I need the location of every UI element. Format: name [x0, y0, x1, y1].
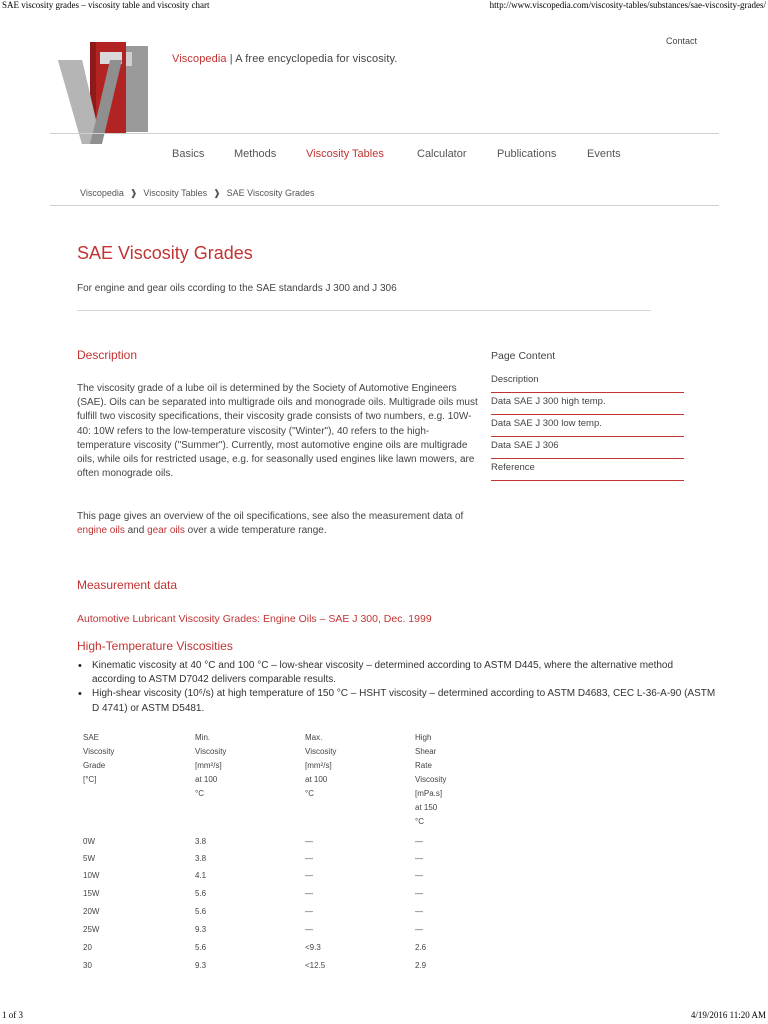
- header-line: Rate: [415, 761, 432, 770]
- nav-item-publications[interactable]: Publications: [497, 148, 557, 160]
- lead-divider: [77, 310, 651, 311]
- print-page-number: 1 of 3: [2, 1010, 23, 1020]
- gear-oils-link[interactable]: gear oils: [147, 525, 185, 537]
- cell-max: <12.5: [305, 961, 326, 970]
- print-header: [0, 0, 768, 14]
- table-row: [83, 871, 483, 883]
- viscopedia-logo-icon[interactable]: [56, 38, 164, 148]
- cell-max: —: [305, 837, 313, 846]
- nav-item-calculator[interactable]: Calculator: [417, 148, 467, 160]
- toc-item-sae-j300-low[interactable]: Data SAE J 300 low temp.: [491, 415, 684, 437]
- cell-max: —: [305, 889, 313, 898]
- cell-min: 5.6: [195, 943, 207, 952]
- table-row: [83, 943, 483, 955]
- page-content-toc: [491, 349, 684, 481]
- overview-text-mid: and: [124, 525, 148, 537]
- page-title: SAE Viscosity Grades: [77, 243, 253, 263]
- measurement-bullets: [78, 659, 718, 716]
- cell-grade: 10W: [83, 871, 100, 880]
- contact-link[interactable]: Contact: [666, 36, 698, 46]
- header-line: °C: [415, 817, 424, 826]
- main-nav: [0, 148, 768, 162]
- table-row: [83, 854, 483, 866]
- header-line: [mm²/s]: [195, 761, 222, 770]
- cell-grade: 20: [83, 943, 92, 952]
- cell-min: 5.6: [195, 889, 207, 898]
- site-tagline: [172, 53, 397, 65]
- high-temp-heading: High-Temperature Viscosities: [77, 639, 233, 653]
- cell-hths: —: [415, 925, 423, 934]
- print-header-url: http://www.viscopedia.com/viscosity-tables/substances/sae-viscosity-grades/: [489, 0, 766, 10]
- header-line: Grade [°C]: [83, 761, 106, 784]
- header-sae-grade: [83, 731, 114, 787]
- header-line: at 100 °C: [195, 775, 218, 798]
- table-row: [83, 907, 483, 919]
- table-row: [83, 925, 483, 937]
- print-header-title: SAE viscosity grades – viscosity table and viscosity chart: [2, 0, 210, 10]
- header-high-shear-viscosity: [415, 731, 446, 829]
- cell-hths: —: [415, 854, 423, 863]
- cell-min: 9.3: [195, 925, 207, 934]
- header-line: High: [415, 733, 432, 742]
- nav-item-basics[interactable]: Basics: [172, 148, 205, 160]
- bullet-kinematic-viscosity: • Kinematic viscosity at 40 °C and 100 °C – low-shear viscosity – determined according to ASTM D445, where the alternative method according to ASTM D7042 delivers comparable results.: [78, 659, 718, 687]
- header-line: Shear: [415, 747, 437, 756]
- cell-hths: —: [415, 889, 423, 898]
- cell-grade: 15W: [83, 889, 100, 898]
- nav-item-methods[interactable]: Methods: [234, 148, 277, 160]
- brand-link[interactable]: Viscopedia: [172, 53, 227, 65]
- cell-min: 3.8: [195, 854, 207, 863]
- header-line: at 150: [415, 803, 438, 812]
- breadcrumb-viscopedia[interactable]: Viscopedia: [80, 188, 124, 198]
- toc-item-sae-j300-high[interactable]: Data SAE J 300 high temp.: [491, 393, 684, 415]
- cell-grade: 20W: [83, 907, 100, 916]
- cell-hths: 2.6: [415, 943, 427, 952]
- description-paragraph: The viscosity grade of a lube oil is determined by the Society of Automotive Engineers (SAE). Oils can be separated into multigrade oils and monograde oils. Multigrade oils must fulfill two viscosity specifications, their viscosity grade consists of two numbers, e.g. 10W-40: 10W refers to the low-temperature viscosity ("Winter"), 40 refers to the high-temperature viscosity ("Summer"). Currently, most automotive engine oils are multigrade oils, while oils for restricted usage, e.g. for seasonally used engines like lawn mowers, are often monograde oils.: [77, 383, 478, 480]
- overview-paragraph: [77, 510, 482, 538]
- header-line: [mPa.s]: [415, 789, 443, 798]
- overview-text-pre: This page gives an overview of the oil specifications, see also the measurement data of: [77, 511, 464, 522]
- cell-max: —: [305, 925, 313, 934]
- breadcrumb-viscosity-tables[interactable]: Viscosity Tables: [143, 188, 208, 198]
- cell-max: —: [305, 871, 313, 880]
- header-divider: [50, 133, 719, 134]
- tagline-text: | A free encyclopedia for viscosity.: [226, 53, 398, 65]
- cell-max: —: [305, 854, 313, 863]
- breadcrumb-current: SAE Viscosity Grades: [226, 188, 315, 198]
- toc-title: Page Content: [491, 350, 556, 362]
- description-heading: Description: [77, 348, 138, 362]
- breadcrumb-divider: [50, 205, 719, 206]
- header-line: Min. Viscosity: [195, 733, 227, 756]
- cell-grade: 5W: [83, 854, 95, 863]
- bullet-high-shear-viscosity: • High-shear viscosity (10⁶/s) at high temperature of 150 °C – HSHT viscosity – determined according to ASTM D4683, CEC L-36-A-90 (ASTM D 4741) or ASTM D5481.: [78, 687, 718, 715]
- header-line: at 100 °C: [305, 775, 328, 798]
- cell-max: <9.3: [305, 943, 321, 952]
- nav-item-events[interactable]: Events: [587, 148, 621, 160]
- cell-grade: 0W: [83, 837, 95, 846]
- cell-min: 9.3: [195, 961, 207, 970]
- header-max-viscosity: [305, 731, 336, 801]
- cell-grade: 30: [83, 961, 92, 970]
- nav-item-viscosity-tables[interactable]: Viscosity Tables: [306, 148, 384, 160]
- breadcrumb: [80, 188, 315, 199]
- toc-item-reference[interactable]: Reference: [491, 459, 684, 481]
- toc-item-sae-j306[interactable]: Data SAE J 306: [491, 437, 684, 459]
- table-row: [83, 837, 483, 849]
- header-line: Max. Viscosity: [305, 733, 337, 756]
- engine-oils-link[interactable]: engine oils: [77, 525, 125, 537]
- breadcrumb-separator-icon: ❱: [213, 188, 221, 198]
- toc-item-description[interactable]: Description: [491, 371, 684, 393]
- header-line: SAE: [83, 733, 100, 742]
- print-footer: [0, 1010, 768, 1024]
- cell-hths: —: [415, 871, 423, 880]
- table-row: [83, 889, 483, 901]
- cell-grade: 25W: [83, 925, 100, 934]
- table-row: [83, 961, 483, 973]
- cell-hths: —: [415, 907, 423, 916]
- cell-hths: —: [415, 837, 423, 846]
- measurement-subheading: Automotive Lubricant Viscosity Grades: Engine Oils – SAE J 300, Dec. 1999: [77, 613, 432, 625]
- cell-hths: 2.9: [415, 961, 427, 970]
- cell-min: 3.8: [195, 837, 207, 846]
- cell-max: —: [305, 907, 313, 916]
- cell-min: 4.1: [195, 871, 207, 880]
- cell-min: 5.6: [195, 907, 207, 916]
- header-line: [mm²/s]: [305, 761, 332, 770]
- header-min-viscosity: [195, 731, 226, 801]
- header-line: Viscosity: [415, 775, 447, 784]
- print-timestamp: 4/19/2016 11:20 AM: [690, 1010, 766, 1020]
- breadcrumb-separator-icon: ❱: [129, 188, 138, 198]
- overview-text-post: over a wide temperature range.: [184, 525, 327, 537]
- header-line: Viscosity: [83, 747, 115, 756]
- measurement-heading: Measurement data: [77, 578, 178, 592]
- page-lead: For engine and gear oils ccording to the SAE standards J 300 and J 306: [77, 283, 397, 294]
